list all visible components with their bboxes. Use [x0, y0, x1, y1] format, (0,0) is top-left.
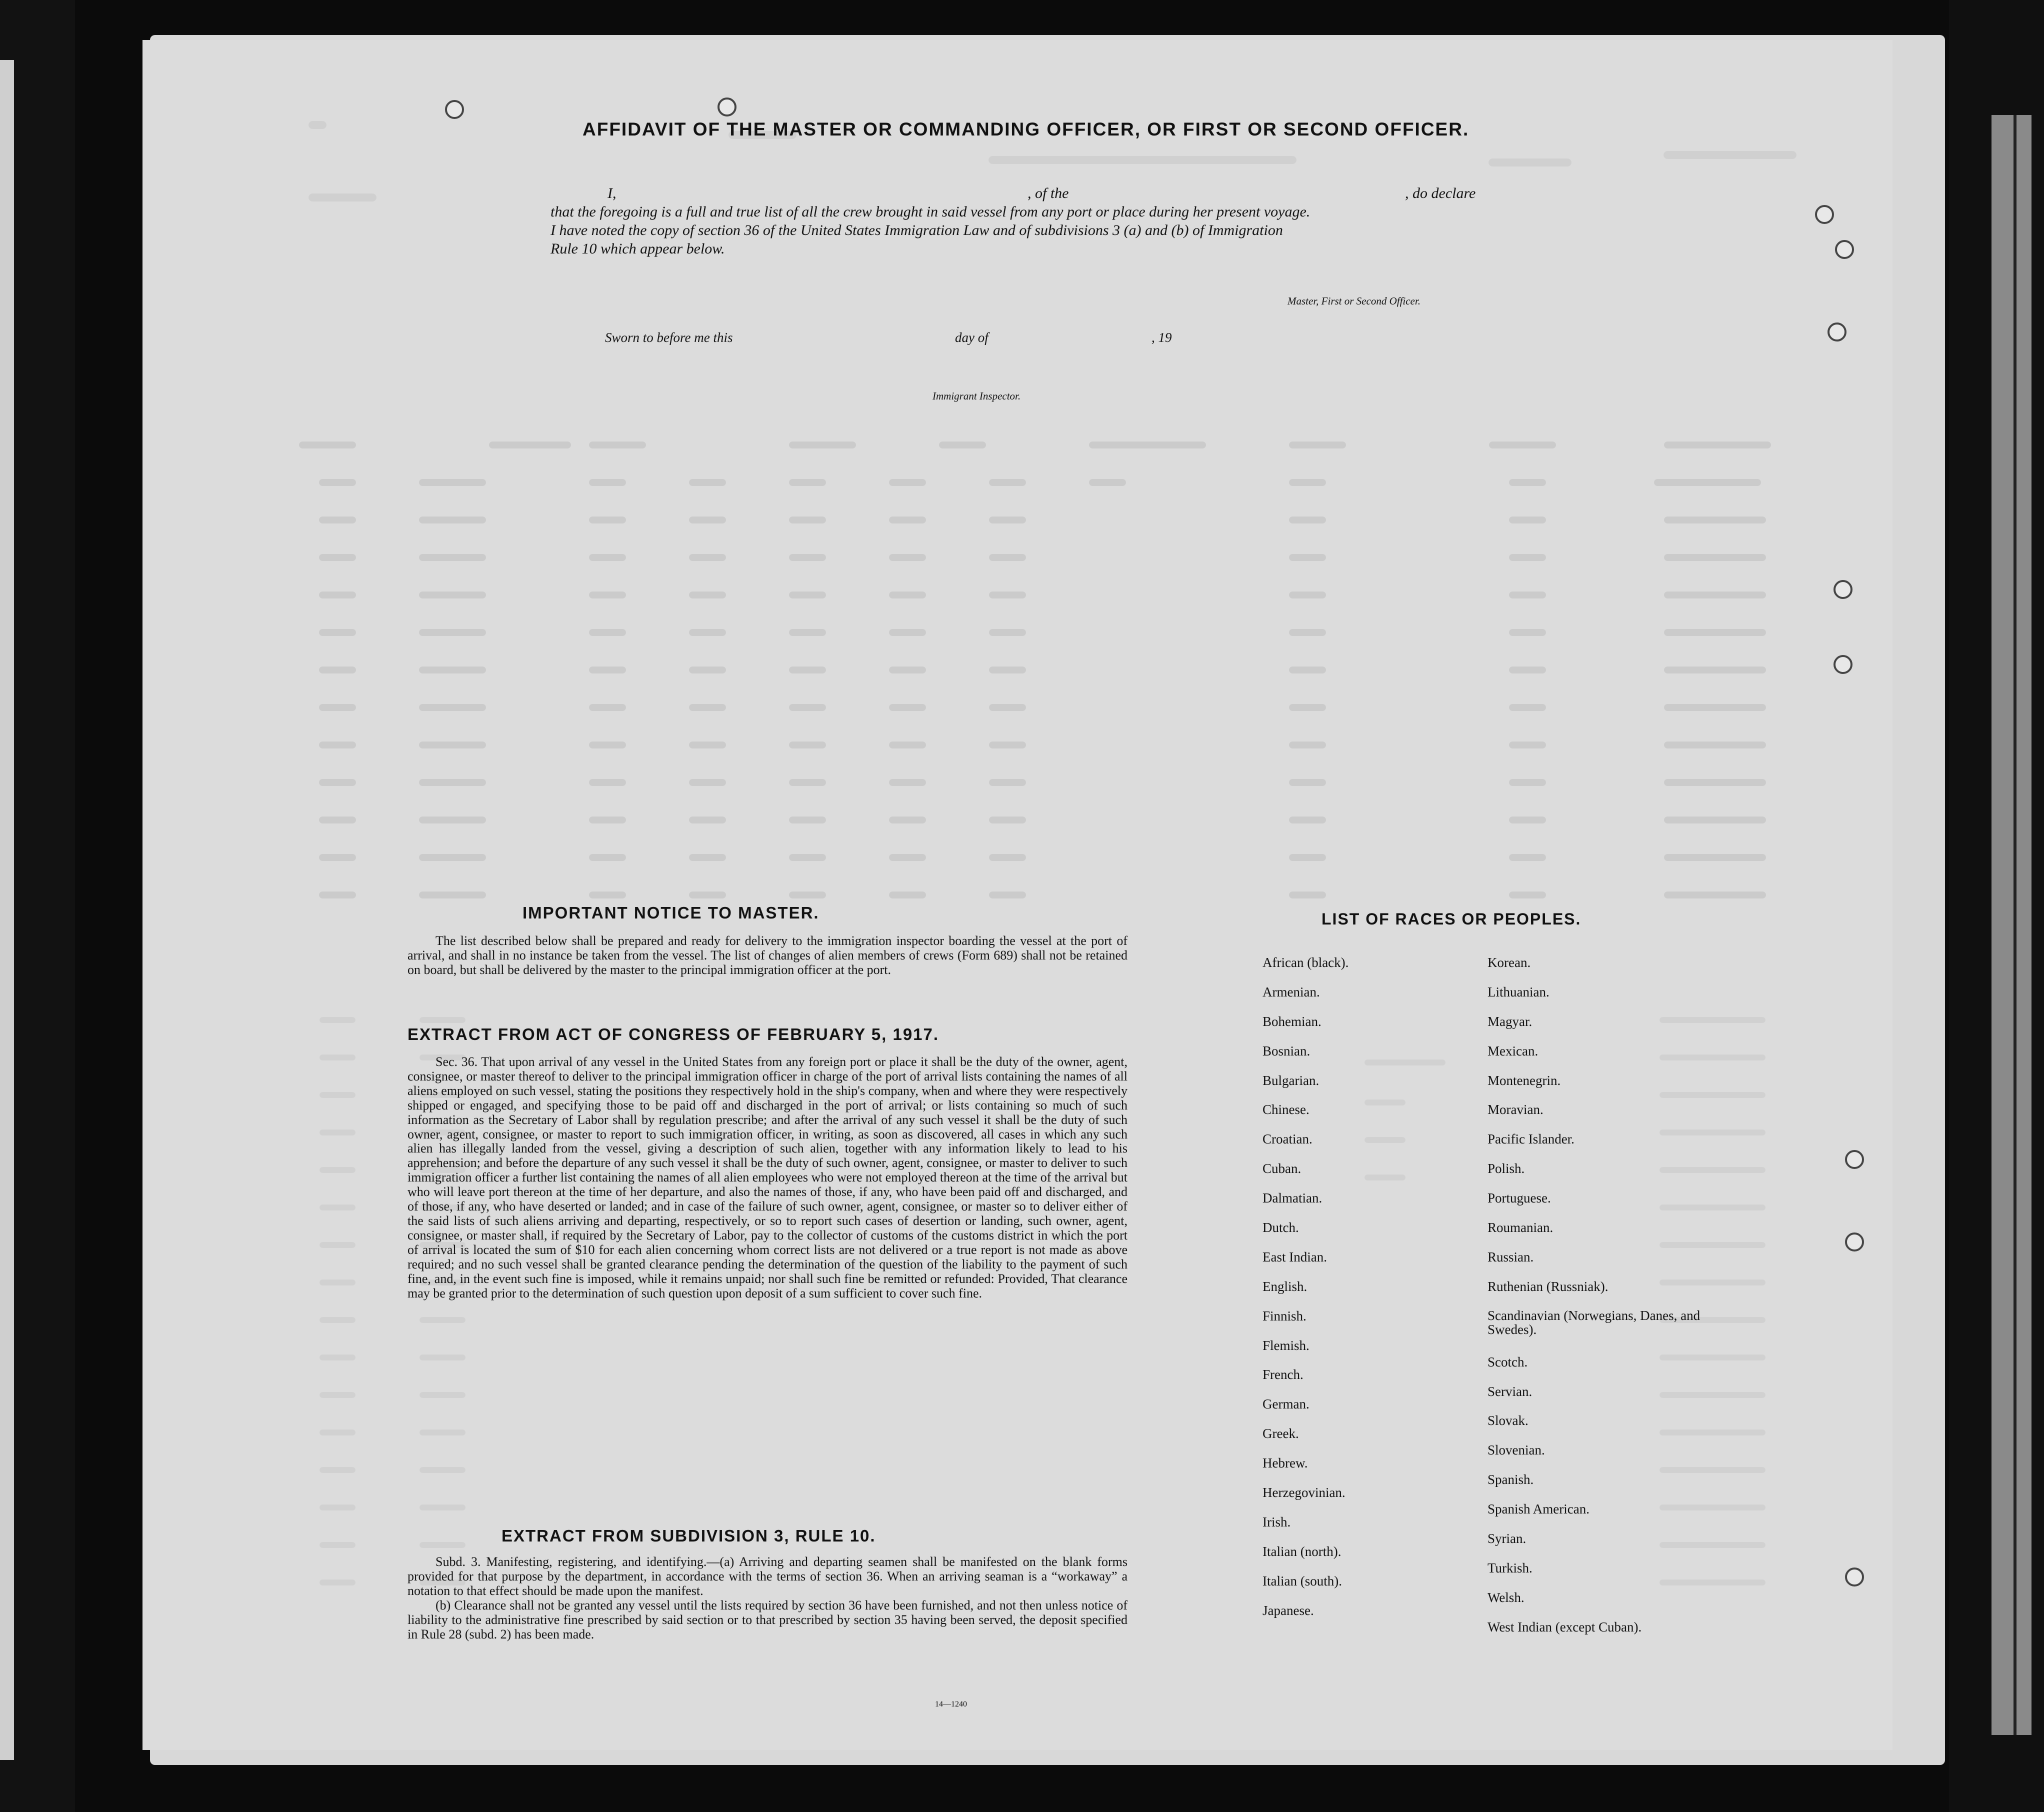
notice-heading: IMPORTANT NOTICE TO MASTER.	[522, 904, 820, 922]
race-item: Slovak.	[1488, 1413, 1528, 1428]
race-item: Dutch.	[1262, 1220, 1299, 1236]
race-item: French.	[1262, 1367, 1304, 1382]
document-page	[142, 40, 1892, 1750]
race-item: Bohemian.	[1262, 1014, 1322, 1029]
race-item: Chinese.	[1262, 1102, 1310, 1118]
race-item: Bulgarian.	[1262, 1072, 1320, 1088]
declaration-do-declare: , do declare	[1405, 185, 1476, 202]
race-item: Hebrew.	[1262, 1456, 1308, 1471]
race-item: Spanish.	[1488, 1472, 1534, 1488]
punch-hole	[1815, 205, 1834, 224]
punch-hole	[1834, 655, 1852, 674]
affidavit-title: AFFIDAVIT OF THE MASTER OR COMMANDING OFFICER, OR FIRST OR SECOND OFFICER.	[582, 119, 1470, 140]
subdivision-b-paragraph: (b) Clearance shall not be granted any vessel until the lists required by section 36 have been furnished, and not then unless notice of liability to the administrative fine prescribed by said section or to that prescribed by section 35 having been served, the deposit specified in Rule 28 (subd. 2) has been made.	[408, 1598, 1128, 1642]
race-item: African (black).	[1262, 955, 1349, 970]
punch-hole	[1845, 1150, 1864, 1169]
races-left-column	[1262, 955, 1472, 1632]
section-36-paragraph: Sec. 36. That upon arrival of any vessel in the United States from any foreign port or place it shall be the duty of the owner, agent, consignee, or master thereof to deliver to the principal immigration officer in charge of the port of arrival lists containing the names of all aliens employed on such vessel, stating the positions they respectively hold in the ship's company, when and where they were respectively shipped or engaged, and specifying those to be paid off and discharged in the port of arrival; or lists containing so much of such information as the Secretary of Labor shall by regulation prescribe; and after the arrival of any such vessel it shall be the duty of such owner, agent, consignee, or master to report to such immigration officer, in writing, as soon as discovered, all cases in which any such alien has illegally landed from the vessel, giving a description of such alien, together with any information likely to lead to his apprehension; and before the departure of any such vessel it shall be the duty of such owner, agent, consignee, or master to deliver to such immigration officer a further list containing the names of all alien employees who were not employed thereon at the time of the arrival but who will leave port thereon at the time of her departure, and also the names of those, if any, who have been paid off and discharged, and of those, if any, who have deserted or landed; and in case of the failure of such owner, agent, consignee, or master so to deliver either of the said lists of such aliens arriving and departing, respectively, or so to report such cases of desertion or landing, such owner, agent, consignee, or master shall, if required by the Secretary of Labor, pay to the collector of customs of the customs district in which the port of arrival is located the sum of $10 for each alien concerning whom correct lists are not delivered or a true report is not made as above required; and no such vessel shall be granted clearance pending the determination of the question of the liability to the payment of such fine, and, in the event such fine is imposed, while it remains unpaid; nor shall such fine be remitted or refunded: Provided, That clearance may be granted prior to the determination of such question upon deposit of a sum sufficient to cover such fine.	[408, 1054, 1128, 1300]
race-item: Mexican.	[1488, 1043, 1538, 1058]
race-item: Roumanian.	[1488, 1220, 1554, 1236]
adjacent-page-edge-right	[1992, 115, 2032, 1735]
race-item: Scandinavian (Norwegians, Danes, and Swedes).	[1488, 1308, 1700, 1337]
race-item: Syrian.	[1488, 1531, 1526, 1546]
race-item: Dalmatian.	[1262, 1190, 1322, 1206]
race-item: Bosnian.	[1262, 1043, 1310, 1058]
declaration-line-3: I have noted the copy of section 36 of the United States Immigration Law and of subdivisions 3 (a) and (b) of Immigration	[550, 222, 1283, 238]
race-item: Moravian.	[1488, 1102, 1544, 1118]
punch-hole	[1828, 322, 1846, 342]
race-item: Montenegrin.	[1488, 1072, 1561, 1088]
extract-act-heading: EXTRACT FROM ACT OF CONGRESS OF FEBRUARY 5, 1917.	[408, 1025, 940, 1044]
race-item: Lithuanian.	[1488, 984, 1550, 1000]
race-item: Korean.	[1488, 955, 1531, 970]
race-item: Polish.	[1488, 1161, 1525, 1176]
year-label: , 19	[1152, 330, 1172, 345]
race-item: Servian.	[1488, 1384, 1532, 1399]
notice-text	[408, 934, 1128, 978]
race-item: Cuban.	[1262, 1161, 1302, 1176]
punch-hole	[445, 100, 464, 119]
punch-hole	[718, 98, 736, 116]
sworn-label: Sworn to before me this	[605, 330, 733, 345]
race-item: Pacific Islander.	[1488, 1132, 1574, 1147]
extract-act-text	[408, 1055, 1128, 1300]
races-heading: LIST OF RACES OR PEOPLES.	[1322, 910, 1582, 928]
form-number: 14—1240	[935, 1700, 967, 1708]
race-item: Ruthenian (Russniak).	[1488, 1278, 1608, 1294]
notice-paragraph: The list described below shall be prepared and ready for delivery to the immigration inspector boarding the vessel at the port of arrival, and shall in no instance be taken from the vessel. The list of changes of alien members of crews (Form 689) shall not be retained on board, but shall be delivered by the master to the principal immigration officer at the port.	[408, 934, 1128, 977]
subdivision-a-paragraph: Subd. 3. Manifesting, registering, and identifying.—(a) Arriving and departing seamen shall be manifested on the blank forms provided for that purpose by the department, in accordance with the terms of section 36. When an arriving seaman is a “workaway” a notation to that effect should be made upon the manifest.	[408, 1554, 1128, 1598]
race-item: Italian (north).	[1262, 1544, 1342, 1559]
declaration-line-4: Rule 10 which appear below.	[550, 240, 725, 257]
race-item: Magyar.	[1488, 1014, 1532, 1029]
extract-rule-heading: EXTRACT FROM SUBDIVISION 3, RULE 10.	[502, 1526, 876, 1545]
page-divider	[2014, 115, 2016, 1735]
race-item: Irish.	[1262, 1514, 1291, 1530]
punch-hole	[1835, 240, 1854, 259]
film-strip-right	[1949, 0, 2044, 1812]
signature-label: Master, First or Second Officer.	[1288, 295, 1420, 307]
race-item: Scotch.	[1488, 1354, 1528, 1370]
race-item: English.	[1262, 1278, 1308, 1294]
race-item: Italian (south).	[1262, 1573, 1342, 1588]
race-item: Greek.	[1262, 1426, 1299, 1442]
race-item: Portuguese.	[1488, 1190, 1551, 1206]
race-item: Finnish.	[1262, 1308, 1306, 1324]
race-item: West Indian (except Cuban).	[1488, 1619, 1642, 1634]
inspector-label: Immigrant Inspector.	[932, 390, 1021, 402]
punch-hole	[1845, 1232, 1864, 1252]
race-item: German.	[1262, 1396, 1310, 1412]
race-item: Herzegovinian.	[1262, 1485, 1346, 1500]
punch-hole	[1845, 1568, 1864, 1586]
race-item: Armenian.	[1262, 984, 1320, 1000]
punch-hole	[1834, 580, 1852, 599]
race-item: Japanese.	[1262, 1602, 1314, 1618]
declaration-i: I,	[608, 185, 616, 202]
race-item: Croatian.	[1262, 1132, 1312, 1147]
race-item: Welsh.	[1488, 1590, 1524, 1605]
race-item: Slovenian.	[1488, 1442, 1545, 1458]
extract-rule-text	[408, 1555, 1128, 1642]
declaration-line-2: that the foregoing is a full and true list of all the crew brought in said vessel from any port or place during her present voyage.	[550, 204, 1310, 220]
race-item: Spanish American.	[1488, 1502, 1590, 1517]
race-item: East Indian.	[1262, 1249, 1327, 1264]
film-strip-left	[0, 0, 75, 1812]
day-of-label: day of	[955, 330, 988, 345]
races-right-column	[1488, 955, 1718, 1649]
race-item: Russian.	[1488, 1249, 1534, 1264]
race-item: Turkish.	[1488, 1560, 1532, 1576]
adjacent-page-edge	[0, 60, 14, 1760]
race-item: Flemish.	[1262, 1338, 1310, 1353]
declaration-of-the: , of the	[1028, 185, 1069, 202]
